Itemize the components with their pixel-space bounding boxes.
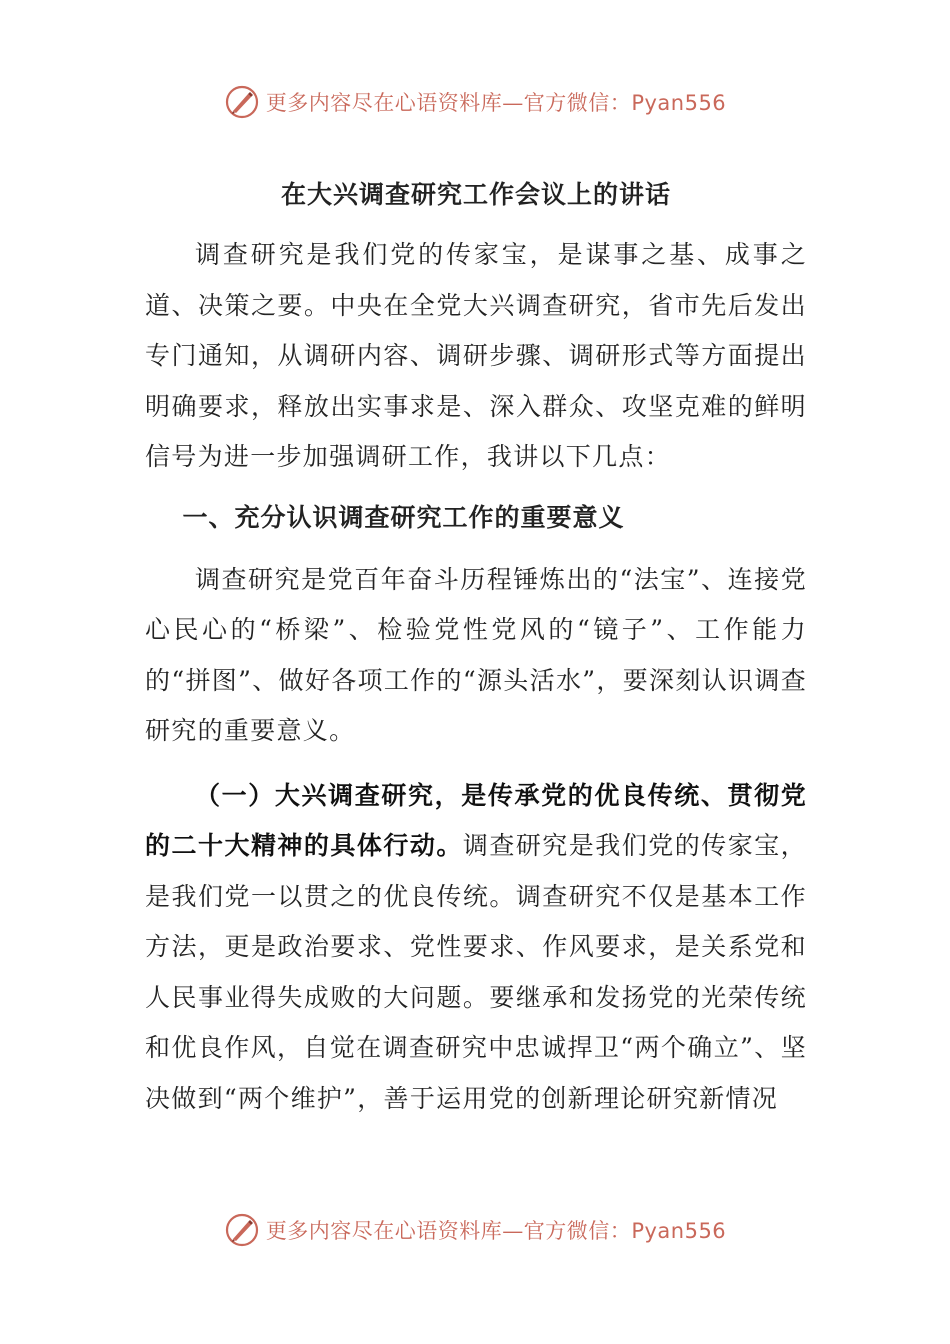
pen-circle-icon (224, 84, 260, 120)
point1-body: 调查研究是我们党的传家宝，是我们党一以贯之的优良传统。调查研究不仅是基本工作方法，更是政治要求、党性要求、作风要求，是关系党和人民事业得失成败的大问题。要继承和发扬党的光荣传统和优良作风，自觉在调查研究中忠诚捍卫“两个确立”、坚决做到“两个维护”，善于运用党的创新理论研究新情况 (145, 831, 807, 1113)
point1-lead: （一）大兴调查研究，是传承党的优良传统、贯彻党的二十大精神的具体行动。 (145, 780, 807, 860)
watermark-text: 更多内容尽在心语资料库—官方微信：Pyan556 (265, 1219, 727, 1243)
watermark-wechat-id: Pyan556 (631, 91, 727, 115)
point1-paragraph (145, 771, 807, 1125)
watermark-header (0, 82, 950, 122)
document-title: 在大兴调查研究工作会议上的讲话 (280, 180, 671, 209)
watermark-text: 更多内容尽在心语资料库—官方微信：Pyan556 (265, 91, 727, 115)
intro-paragraph: 调查研究是我们党的传家宝，是谋事之基、成事之道、决策之要。中央在全党大兴调查研究，省市先后发出专门通知，从调研内容、调研步骤、调研形式等方面提出明确要求，释放出实事求是、深入群众、攻坚克难的鲜明信号为进一步加强调研工作，我讲以下几点： (145, 240, 807, 471)
pen-circle-icon (224, 1212, 260, 1248)
section1-paragraph: 调查研究是党百年奋斗历程锤炼出的“法宝”、连接党心民心的“桥梁”、检验党性党风的“镜子”、工作能力的“拼图”、做好各项工作的“源头活水”，要深刻认识调查研究的重要意义。 (145, 564, 807, 745)
watermark-footer (0, 1210, 950, 1250)
watermark-wechat-id: Pyan556 (631, 1219, 727, 1243)
section-heading-1: 一、充分认识调查研究工作的重要意义 (182, 502, 625, 532)
document-body (145, 170, 807, 1124)
